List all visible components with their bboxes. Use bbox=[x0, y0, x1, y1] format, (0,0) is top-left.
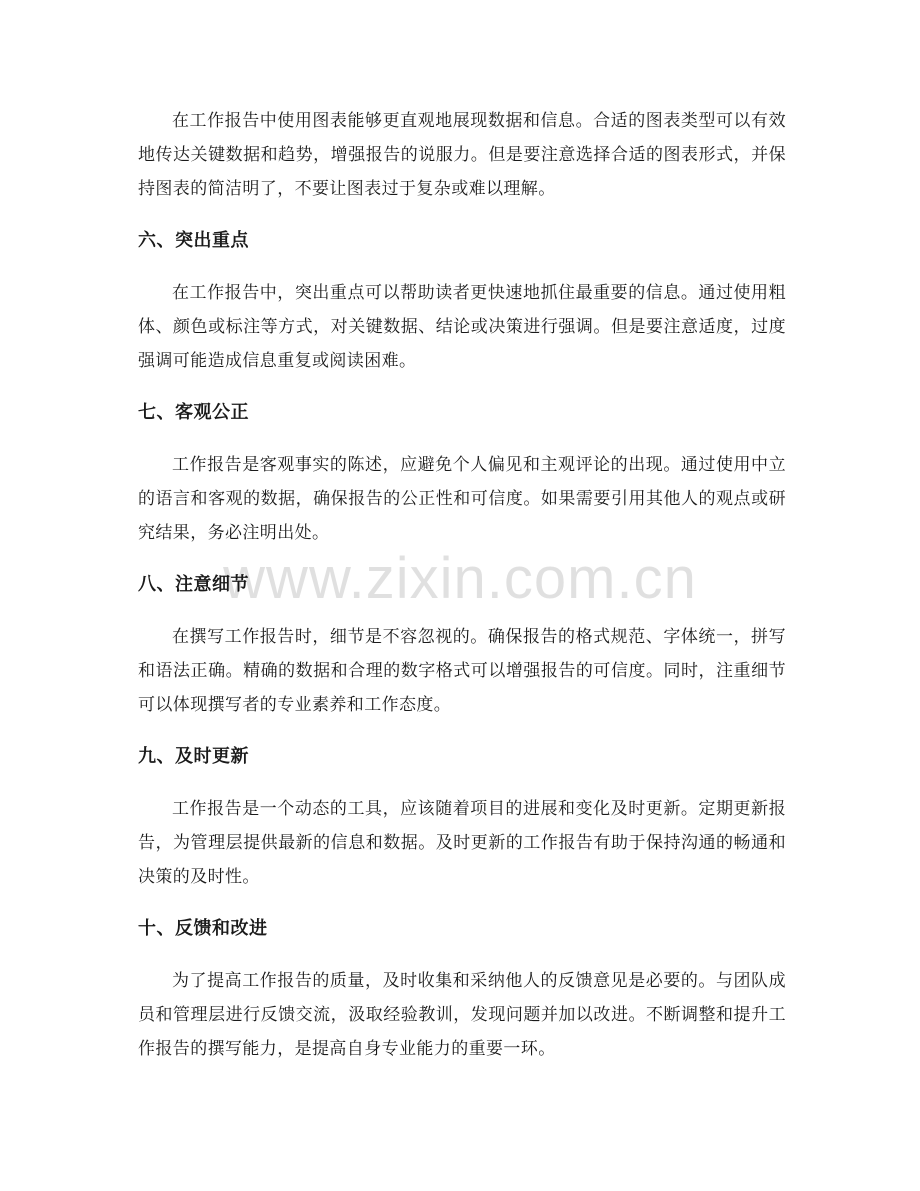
section-paragraph-6: 在工作报告中，突出重点可以帮助读者更快速地抓住最重要的信息。通过使用粗体、颜色或标注等方式，对关键数据、结论或决策进行强调。但是要注意适度，过度强调可能造成信息重复或阅读困难。 bbox=[138, 283, 786, 371]
section-heading-6: 六、突出重点 bbox=[138, 230, 249, 251]
document-body bbox=[138, 104, 786, 1066]
section-heading-10: 十、反馈和改进 bbox=[138, 918, 268, 939]
section-paragraph-9: 工作报告是一个动态的工具，应该随着项目的进展和变化及时更新。定期更新报告，为管理层提供最新的信息和数据。及时更新的工作报告有助于保持沟通的畅通和决策的及时性。 bbox=[138, 799, 786, 887]
section-heading-8: 八、注意细节 bbox=[138, 574, 249, 595]
section-heading-7: 七、客观公正 bbox=[138, 402, 249, 423]
section-paragraph-7: 工作报告是客观事实的陈述，应避免个人偏见和主观评论的出现。通过使用中立的语言和客观的数据，确保报告的公正性和可信度。如果需要引用其他人的观点或研究结果，务必注明出处。 bbox=[138, 455, 786, 543]
watermark-text: www.zixin.com.cn bbox=[223, 546, 697, 611]
section-paragraph-10: 为了提高工作报告的质量，及时收集和采纳他人的反馈意见是必要的。与团队成员和管理层进行反馈交流，汲取经验教训，发现问题并加以改进。不断调整和提升工作报告的撰写能力，是提高自身专业能力的重要一环。 bbox=[138, 971, 786, 1059]
intro-paragraph: 在工作报告中使用图表能够更直观地展现数据和信息。合适的图表类型可以有效地传达关键数据和趋势，增强报告的说服力。但是要注意选择合适的图表形式，并保持图表的简洁明了，不要让图表过于复杂或难以理解。 bbox=[138, 111, 786, 199]
section-paragraph-8: 在撰写工作报告时，细节是不容忽视的。确保报告的格式规范、字体统一，拼写和语法正确。精确的数据和合理的数字格式可以增强报告的可信度。同时，注重细节可以体现撰写者的专业素养和工作态度。 bbox=[138, 627, 786, 715]
section-heading-9: 九、及时更新 bbox=[138, 746, 249, 767]
